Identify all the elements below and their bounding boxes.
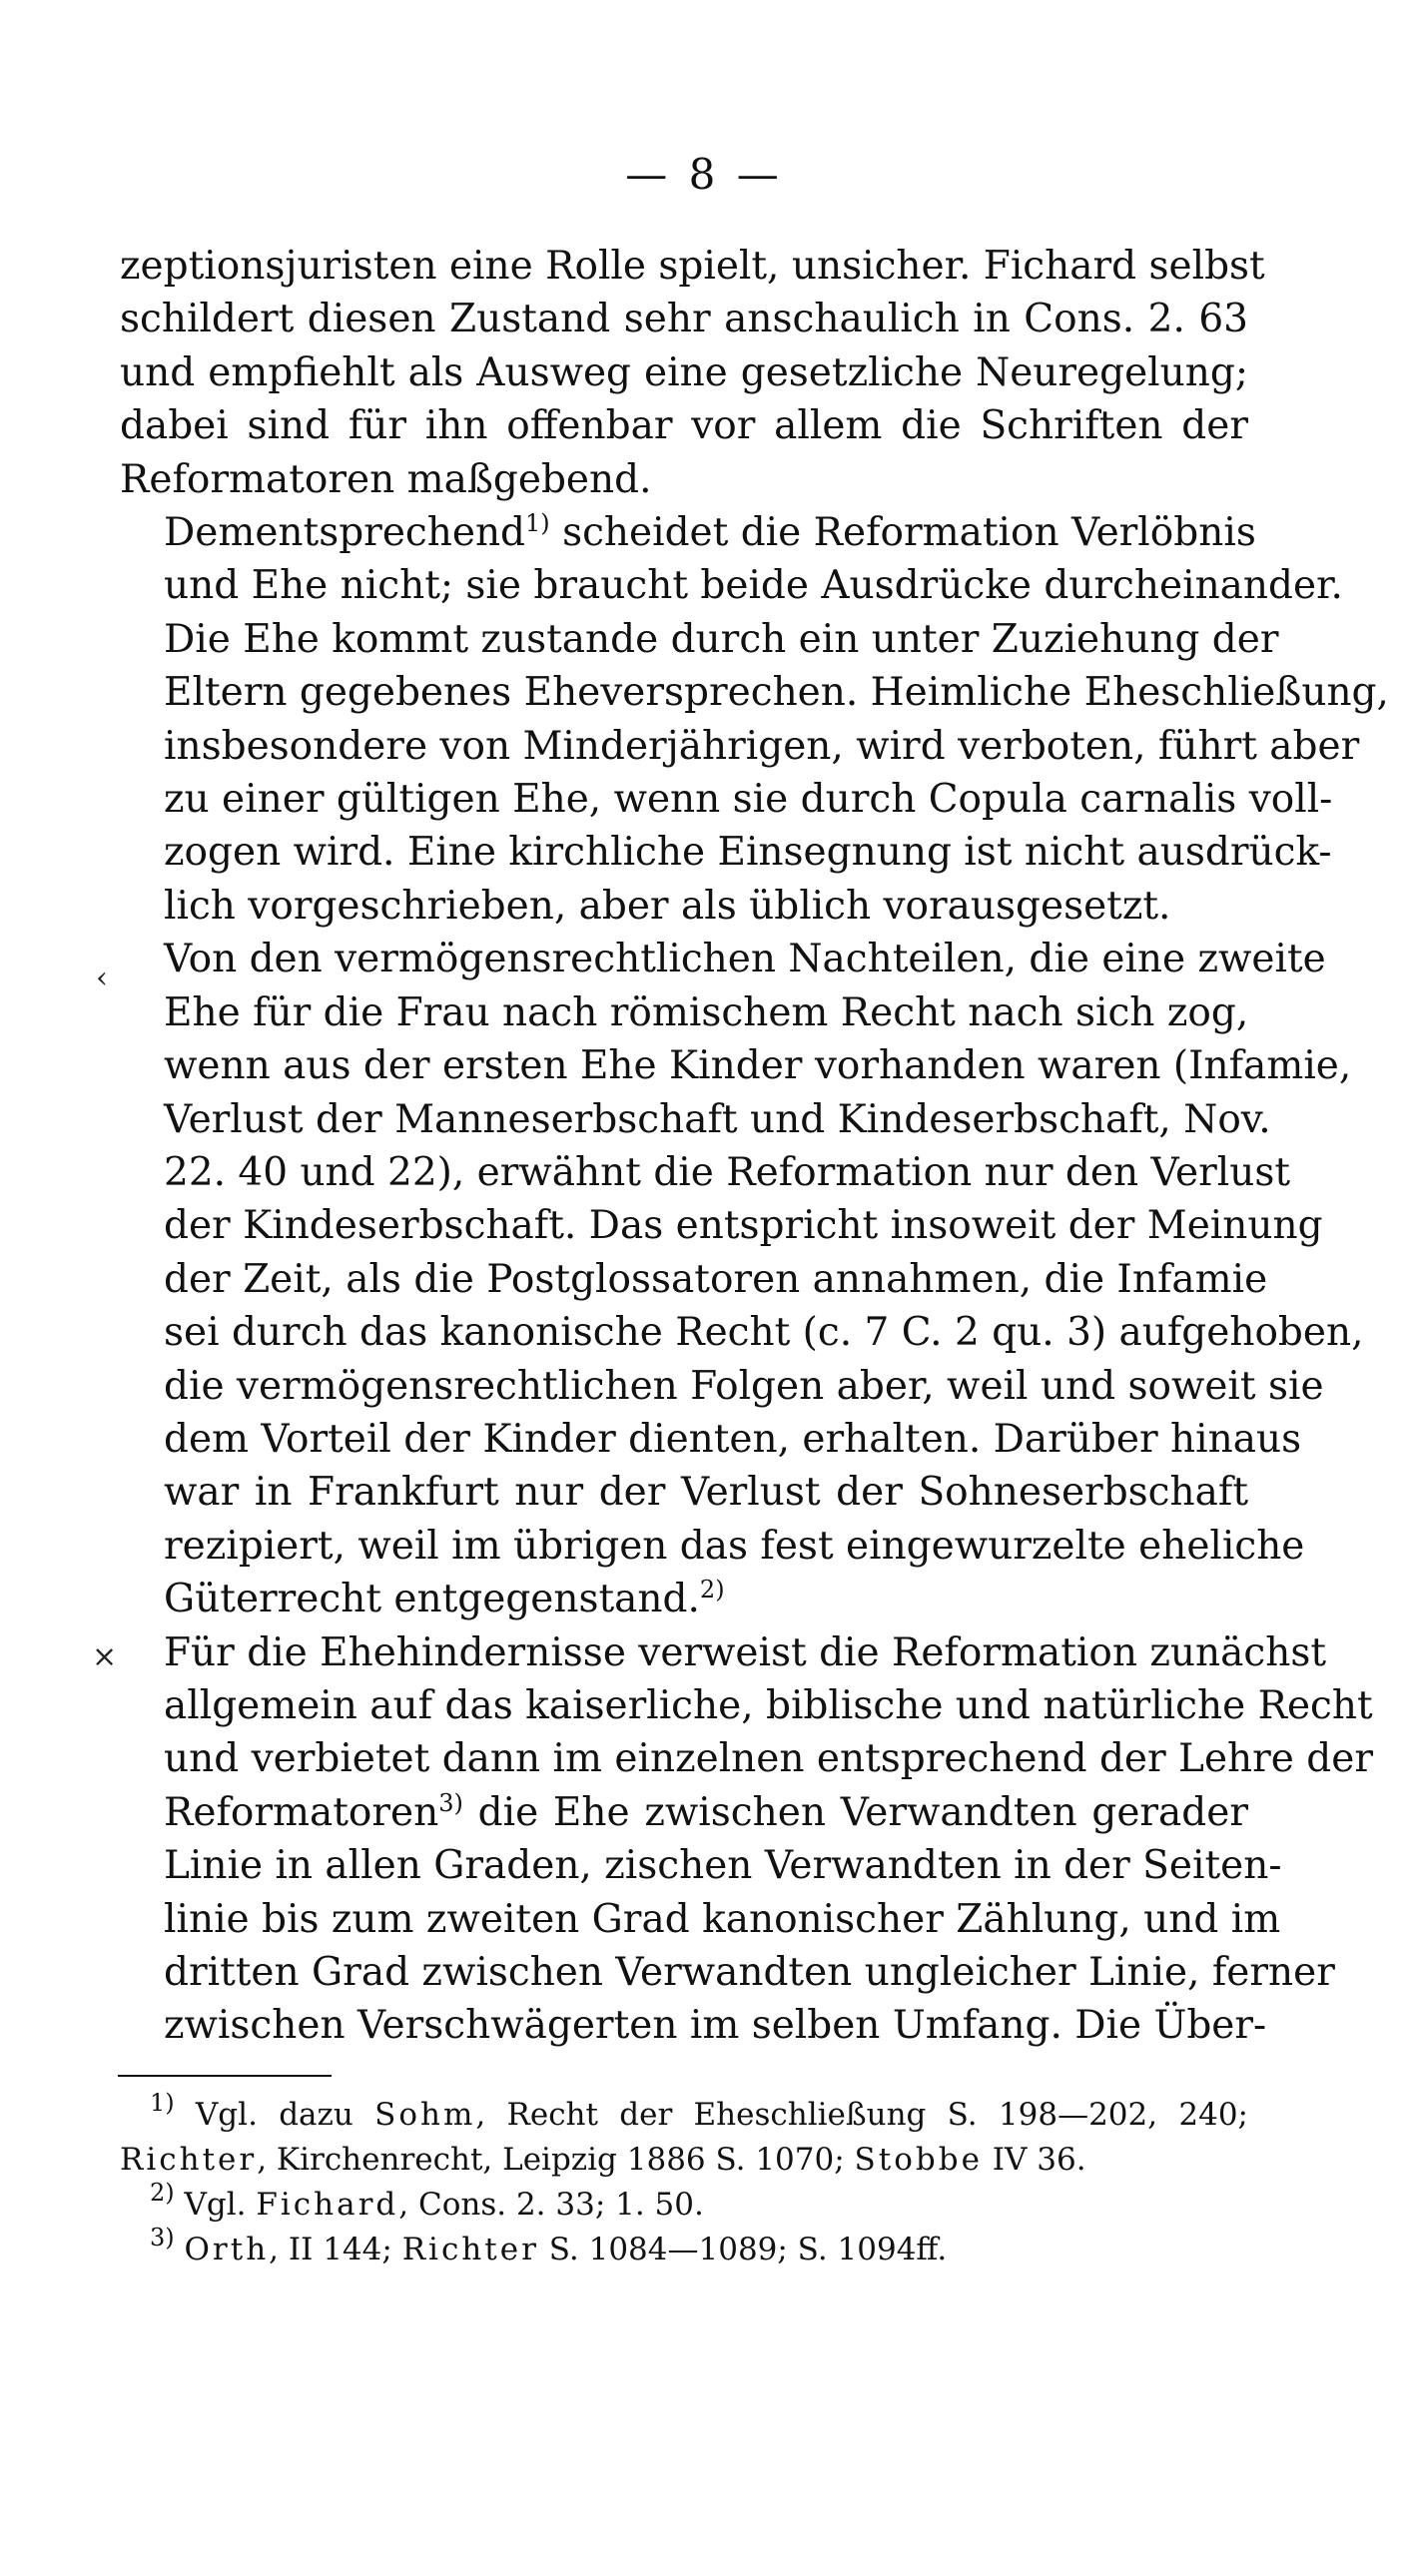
footnote-3 bbox=[120, 2224, 1248, 2272]
footnote-author: Fichard bbox=[256, 2187, 399, 2223]
text-line bbox=[120, 1786, 1248, 1839]
text-line: war in Frankfurt nur der Verlust der Sohneserbschaft bbox=[164, 1470, 1248, 1516]
body-text bbox=[120, 240, 1389, 2053]
text-line: lich vorgeschrieben, aber als üblich vorausgesetzt. bbox=[164, 883, 1171, 929]
footnote-2 bbox=[120, 2179, 1248, 2228]
footnote-mark: 3) bbox=[150, 2224, 175, 2252]
text-line: und verbietet dann im einzelnen entsprechend der Lehre der bbox=[164, 1736, 1373, 1782]
footnote-divider bbox=[118, 2075, 332, 2077]
text-line: schildert diesen Zustand sehr anschaulich in Cons. 2. 63 bbox=[120, 297, 1248, 342]
footnote-text: , II 144; bbox=[269, 2232, 402, 2267]
footnote-mark: 2) bbox=[150, 2179, 175, 2207]
footnote-1-continued bbox=[120, 2138, 1248, 2183]
footnote-text: , Kirchenrecht, Leipzig 1886 S. 1070; bbox=[257, 2142, 855, 2178]
text-line: und empfiehlt als Ausweg eine gesetzliche Neuregelung; bbox=[120, 349, 1248, 395]
margin-mark: ‹ bbox=[96, 961, 108, 995]
footnote-text: , Cons. 2. 33; 1. 50. bbox=[398, 2187, 704, 2223]
footnote-author: Richter bbox=[120, 2142, 258, 2178]
text-line: und Ehe nicht; sie braucht beide Ausdrücke durcheinander. bbox=[164, 563, 1343, 609]
footnote-text bbox=[175, 2232, 185, 2267]
footnote-author: Orth bbox=[184, 2232, 270, 2267]
footnote-ref-1: 1) bbox=[525, 509, 550, 538]
text-fragment: Dementsprechend bbox=[164, 510, 526, 556]
footnote-text: Vgl. bbox=[174, 2187, 257, 2223]
footnote-text: S. 1084—1089; S. 1094ff. bbox=[538, 2232, 948, 2267]
footnote-text: IV 36. bbox=[982, 2142, 1086, 2178]
footnote-author: Richter bbox=[401, 2232, 539, 2267]
text-line: Linie in allen Graden, zischen Verwandten in der Seiten- bbox=[164, 1843, 1282, 1889]
paragraph-4 bbox=[120, 1626, 1373, 2053]
footnotes bbox=[120, 2089, 1249, 2272]
text-line bbox=[120, 1573, 1248, 1625]
text-line: der Kindeserbschaft. Das entspricht insoweit der Meinung bbox=[164, 1203, 1323, 1249]
text-line: Für die Ehehindernisse verweist die Reformation zunächst bbox=[164, 1629, 1327, 1675]
text-fragment: Güterrecht entgegenstand. bbox=[164, 1577, 700, 1622]
text-line: Die Ehe kommt zustande durch ein unter Zuziehung der bbox=[164, 616, 1279, 662]
text-fragment: Reformatoren bbox=[164, 1789, 439, 1835]
footnote-ref-3: 3) bbox=[438, 1788, 463, 1817]
text-line: der Zeit, als die Postglossatoren annahmen, die Infamie bbox=[164, 1256, 1268, 1302]
text-line: Ehe für die Frau nach römischem Recht nach sich zog, bbox=[164, 989, 1249, 1035]
text-fragment: scheidet die Reformation Verlöbnis bbox=[549, 510, 1256, 556]
text-line: zu einer gültigen Ehe, wenn sie durch Copula carnalis voll- bbox=[164, 777, 1333, 823]
text-line: insbesondere von Minderjährigen, wird verboten, führt aber bbox=[164, 723, 1360, 769]
paragraph-1 bbox=[120, 240, 1265, 506]
text-line: sei durch das kanonische Recht (c. 7 C. 2 qu. 3) aufgehoben, bbox=[164, 1310, 1364, 1356]
text-line: dritten Grad zwischen Verwandten ungleicher Linie, ferner bbox=[164, 1950, 1335, 1995]
text-fragment: die Ehe zwischen Verwandten gerader bbox=[462, 1789, 1248, 1835]
text-line: Verlust der Manneserbschaft und Kindeserbschaft, Nov. bbox=[164, 1096, 1271, 1142]
text-line: die vermögensrechtlichen Folgen aber, weil und soweit sie bbox=[164, 1363, 1324, 1409]
text-line: zogen wird. Eine kirchliche Einsegnung ist nicht ausdrück- bbox=[164, 830, 1332, 876]
text-line: 22. 40 und 22), erwähnt die Reformation nur den Verlust bbox=[164, 1149, 1291, 1195]
text-line: linie bis zum zweiten Grad kanonischer Zählung, und im bbox=[164, 1896, 1281, 1942]
footnote-mark: 1) bbox=[150, 2089, 175, 2117]
footnote-text: , Recht der Eheschließung S. 198—202, 240; bbox=[475, 2097, 1249, 2133]
text-line: rezipiert, weil im übrigen das fest eingewurzelte eheliche bbox=[164, 1523, 1305, 1569]
paragraph-2 bbox=[120, 506, 1389, 933]
footnote-ref-2: 2) bbox=[699, 1576, 725, 1605]
text-line: zeptionsjuristen eine Rolle spielt, unsicher. Fichard selbst bbox=[120, 244, 1265, 289]
text-line: Eltern gegebenes Eheversprechen. Heimliche Eheschließung, bbox=[164, 670, 1389, 716]
paragraph-3 bbox=[120, 933, 1364, 1625]
text-line: dabei sind für ihn offenbar vor allem die Schriften der bbox=[120, 403, 1248, 449]
text-line: zwischen Verschwägerten im selben Umfang. Die Über- bbox=[164, 2003, 1267, 2049]
text-line bbox=[120, 506, 1256, 559]
text-line: wenn aus der ersten Ehe Kinder vorhanden waren (Infamie, bbox=[164, 1043, 1352, 1089]
page-number: — 8 — bbox=[625, 150, 783, 199]
text-line: Reformatoren maßgebend. bbox=[120, 456, 652, 502]
text-line: allgemein auf das kaiserliche, biblische und natürliche Recht bbox=[164, 1682, 1373, 1728]
footnote-1 bbox=[120, 2089, 1249, 2138]
footnote-author: Stobbe bbox=[854, 2142, 983, 2178]
text-line: Von den vermögensrechtlichen Nachteilen, die eine zweite bbox=[164, 937, 1326, 982]
footnote-author: Sohm bbox=[374, 2097, 476, 2133]
footnote-text: Vgl. dazu bbox=[174, 2097, 375, 2133]
text-line: dem Vorteil der Kinder dienten, erhalten. Darüber hinaus bbox=[164, 1416, 1302, 1462]
margin-mark: × bbox=[92, 1639, 118, 1674]
